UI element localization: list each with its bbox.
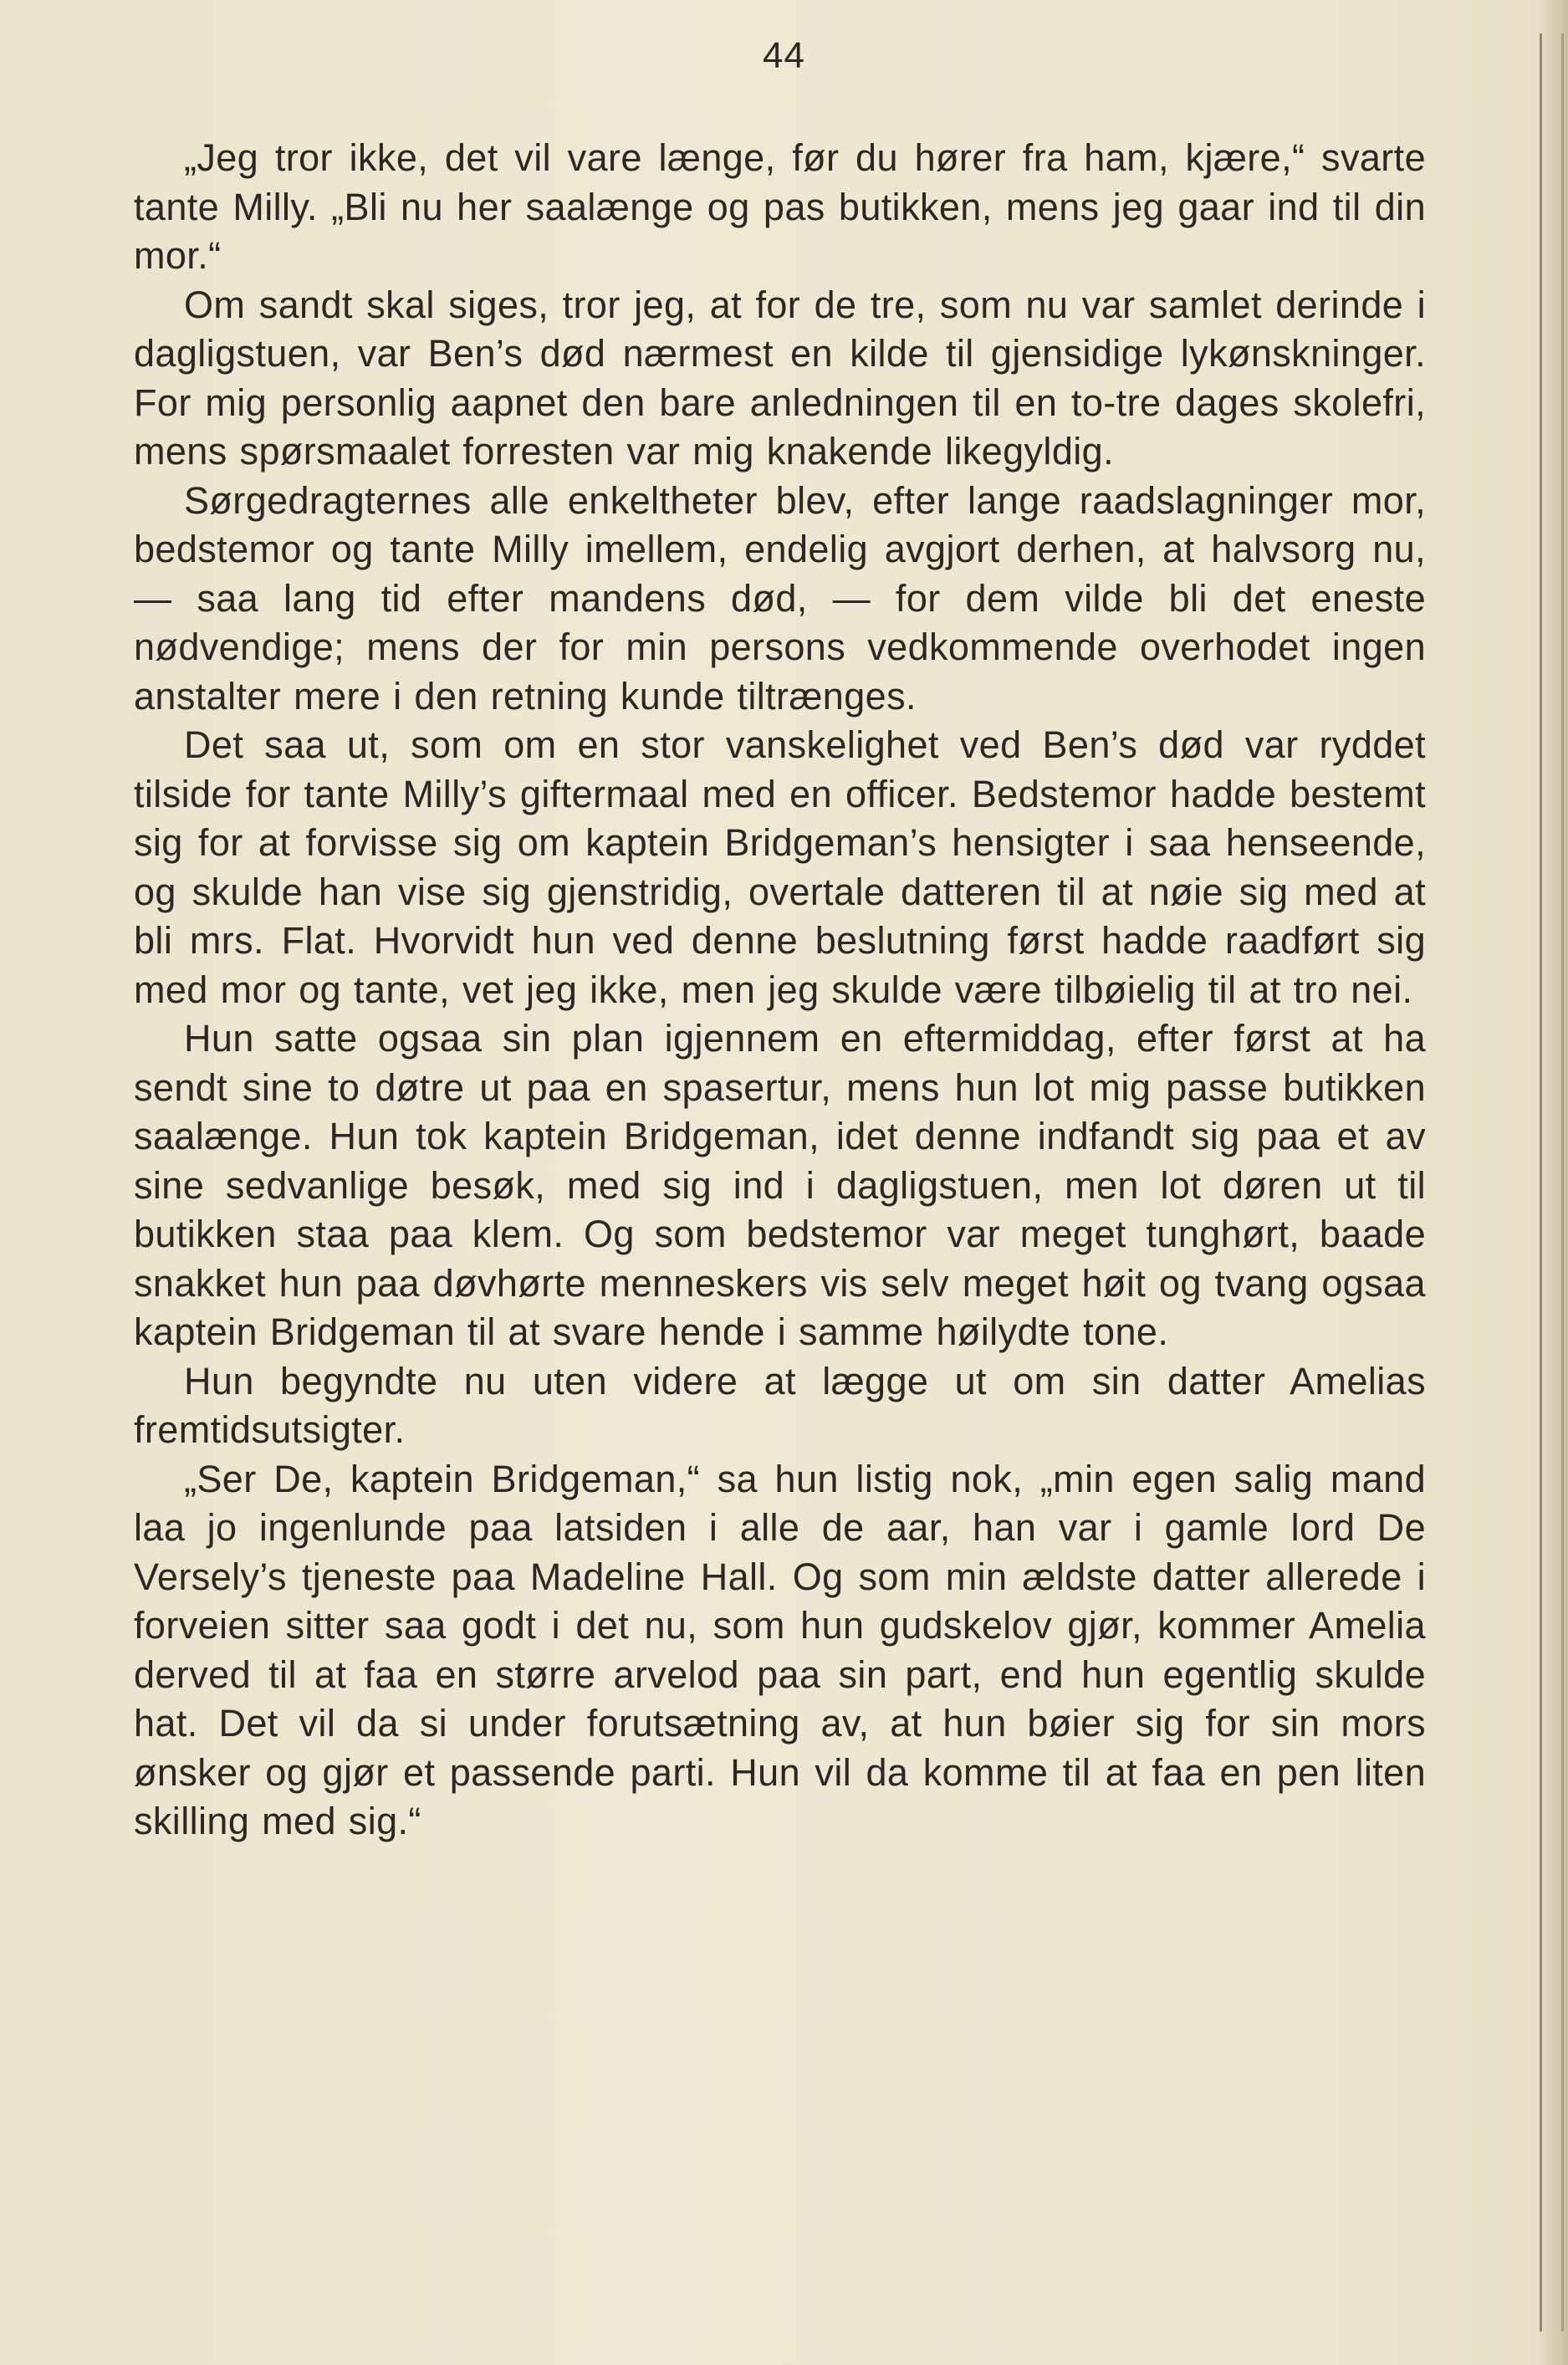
- body-text: [134, 134, 1426, 1847]
- page-number: 44: [763, 35, 805, 76]
- page-edge: [1536, 0, 1568, 2365]
- paragraph: Hun begyndte nu uten videre at lægge ut om sin datter Amelias fremtidsutsigter.: [134, 1359, 1426, 1451]
- paragraph: „Ser De, kaptein Bridgeman,“ sa hun listig nok, „min egen salig mand laa jo ingenlunde paa latsiden i alle de aar, han var i gamle lord De Versely’s tjeneste paa Madeline Hall. Og som min ældste datter allerede i forveien sitter saa godt i det nu, som hun gudskelov gjør, kommer Amelia derved til at faa en større arvelod paa sin part, end hun egentlig skulde hat. Det vil da si under forutsætning av, at hun bøier sig for sin mors ønsker og gjør et passende parti. Hun vil da komme til at faa en pen liten skilling med sig.“: [134, 1457, 1426, 1842]
- paragraph: Sørgedragternes alle enkeltheter blev, efter lange raadslagninger mor, bedstemor og tante Milly imellem, endelig avgjort derhen, at halvsorg nu, — saa lang tid efter mandens død, — for dem vilde bli det eneste nødvendige; mens der for min persons vedkommende overhodet ingen anstalter mere i den retning kunde tiltrænges.: [134, 478, 1426, 718]
- paragraph: Om sandt skal siges, tror jeg, at for de tre, som nu var samlet derinde i dagligstuen, var Ben’s død nærmest en kilde til gjensidige lykønskninger. For mig personlig aapnet den bare anledningen til en to-tre dages skolefri, mens spørsmaalet forresten var mig knakende likegyldig.: [134, 283, 1426, 472]
- paragraph: „Jeg tror ikke, det vil vare længe, før du hører fra ham, kjære,“ svarte tante Milly. „Bli nu her saalænge og pas butikken, mens jeg gaar ind til din mor.“: [134, 136, 1426, 277]
- edge-line: [1561, 33, 1564, 2332]
- edge-line: [1540, 33, 1542, 2332]
- paragraph: Hun satte ogsaa sin plan igjennem en eftermiddag, efter først at ha sendt sine to døtre ut paa en spasertur, mens hun lot mig passe butikken saalænge. Hun tok kaptein Bridgeman, idet denne indfandt sig paa et av sine sedvanlige besøk, med sig ind i dagligstuen, men lot døren ut til butikken staa paa klem. Og som bedstemor var meget tunghørt, baade snakket hun paa døvhørte menneskers vis selv meget høit og tvang ogsaa kaptein Bridgeman til at svare hende i samme høilydte tone.: [134, 1017, 1426, 1353]
- paragraph: Det saa ut, som om en stor vanskelighet ved Ben’s død var ryddet tilside for tante Milly’s giftermaal med en officer. Bedstemor hadde bestemt sig for at forvisse sig om kaptein Bridgeman’s hensigter i saa henseende, og skulde han vise sig gjenstridig, overtale datteren til at nøie sig med at bli mrs. Flat. Hvorvidt hun ved denne beslutning først hadde raadført sig med mor og tante, vet jeg ikke, men jeg skulde være tilbøielig til at tro nei.: [134, 723, 1426, 1011]
